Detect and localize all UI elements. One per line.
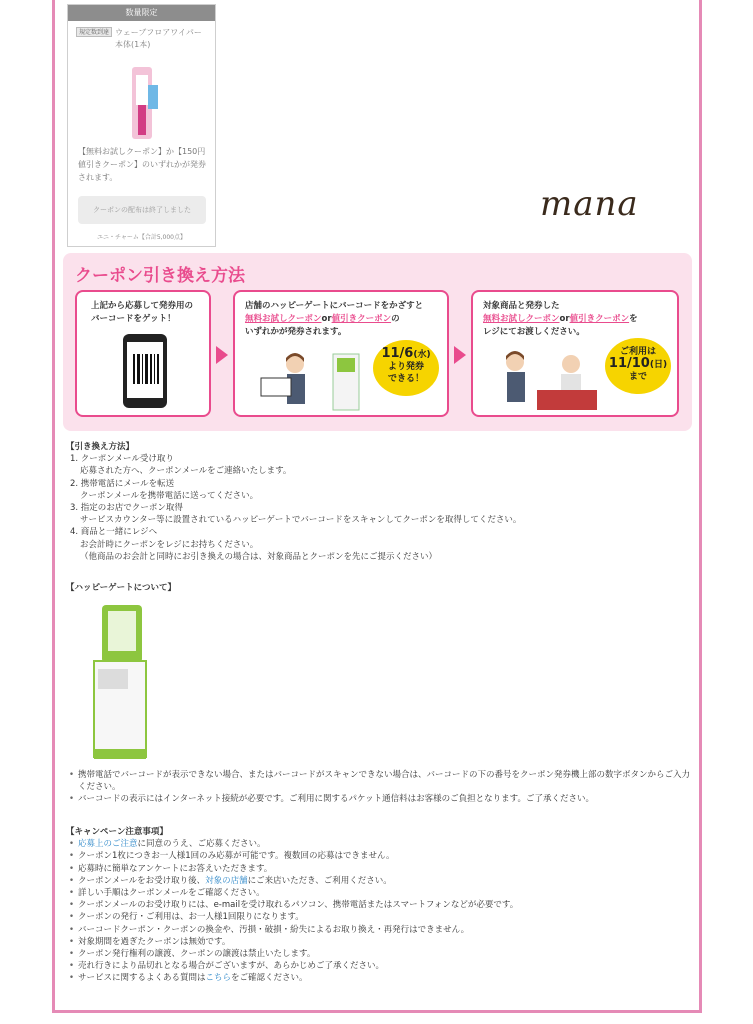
list-item: • クーポンメールをお受け取り後、対象の店舗にご来店いただき、ご利用ください。 [66,875,694,887]
arrow-right-icon [216,346,228,364]
cashier-illustration [491,348,601,412]
howto-step: 4. 商品と一緒にレジへ [70,527,158,538]
list-item: • サービスに関するよくある質問はこちらをご確認ください。 [66,972,694,984]
happy-gate-title: 【ハッピーゲートについて】 [66,583,176,593]
faq-link[interactable]: こちら [205,973,232,984]
card-header: 数量限定 [68,5,215,21]
step-3-text: 対象商品と発券した 無料お試しクーポンor値引きクーポンを レジにてお渡しください。 [483,301,638,337]
entry-notes-link[interactable]: 応募上のご注意 [78,839,138,850]
product-name: ウェーブフロアワイパー本体(1本) [115,28,202,49]
list-item: • 詳しい手順はクーポンメールをご確認ください。 [66,887,694,899]
stores-link[interactable]: 対象の店舗 [205,875,248,886]
list-item: • クーポン1枚につきお一人様1回のみ応募が可能です。複数回の応募はできません。 [66,850,694,862]
list-item: • バーコードの表示にはインターネット接続が必要です。ご利用に関するパケット通信料はお客様のご負担となります。ご了承ください。 [66,793,694,805]
list-item: • クーポンメールのお受け取りには、e-mailを受け取れるパソコン、携帯電話またはスマートフォンなどが必要です。 [66,899,694,911]
step-2-text: 店舗のハッピーゲートにバーコードをかざすと 無料お試しクーポンor値引きクーポンの いずれかが発券されます。 [245,301,424,337]
issue-date-burst: 11/6(水) より発券 できる！ [373,340,439,396]
step-1-text: 上記から応募して発券用の バーコードをゲット！ [91,301,194,324]
limit-badge: 規定数到達 [76,27,112,37]
howto-detail: お会計時にクーポンをレジにお持ちください。 [80,539,259,550]
howto-detail: クーポンメールを携帯電話に送ってください。 [80,490,259,501]
card-title-row [68,21,215,51]
step-3 [471,290,679,417]
card-footer: ユニ・チャーム【合計5,000点】 [97,234,186,241]
kiosk-person-illustration [253,350,363,412]
use-by-date-burst: ご利用は 11/10(日) まで [605,338,671,394]
howto-step: 3. 指定のお店でクーポン取得 [70,503,183,514]
coupon-ended-button[interactable]: クーポンの配布は終了しました [78,196,206,224]
arrow-right-icon [454,346,466,364]
howto-section [66,441,696,563]
card-description: 【無料お試しクーポン】か【150円値引きクーポン】のいずれかが発券されます。 [78,147,206,182]
phone-barcode-icon [121,332,171,412]
howto-detail: サービスカウンター等に設置されているハッピーゲートでバーコードをスキャンしてクーポンを取得してください。 [80,515,522,526]
product-card [67,4,216,247]
list-item: • 携帯電話でバーコードが表示できない場合、またはバーコードがスキャンできない場合は、バーコードの下の番号をクーポン発券機上部の数字ボタンからご入力ください。 [66,769,694,793]
coupon-title: クーポン引き換え方法 [75,266,245,286]
list-item: • クーポンの発行・ご利用は、お一人様1回限りになります。 [66,911,694,923]
coupon-exchange-panel [63,253,692,431]
list-item: • 応募時に簡単なアンケートにお答えいただきます。 [66,863,694,875]
list-item: • バーコードクーポン・クーポンの換金や、汚損・破損・紛失によるお取り換え・再発行はできません。 [66,924,694,936]
list-item: • クーポン発行権利の譲渡、クーポンの譲渡は禁止いたします。 [66,948,694,960]
campaign-title: 【キャンペーン注意事項】 [66,827,168,837]
list-item: • 応募上のご注意に同意のうえ、ご応募ください。 [66,838,694,850]
howto-title: 【引き換え方法】 [66,442,135,452]
howto-step: 1. クーポンメール受け取り [70,454,174,465]
list-item: • 売れ行きにより品切れとなる場合がございますが、あらかじめご了承ください。 [66,960,694,972]
step-1 [75,290,211,417]
happy-gate-notes [66,769,694,806]
happy-gate-kiosk-image [90,603,150,761]
howto-detail: （他商品のお会計と同時にお引き換えの場合は、対象商品とクーポンを先にご提示ください） [80,551,438,562]
wiper-product-image [118,65,168,143]
howto-step: 2. 携帯電話にメールを転送 [70,478,175,489]
list-item: • 対象期間を過ぎたクーポンは無効です。 [66,936,694,948]
signature-text: mana [540,184,639,224]
campaign-section [66,826,694,985]
step-2 [233,290,449,417]
happy-gate-title-wrap [66,582,176,594]
howto-detail: 応募された方へ、クーポンメールをご連絡いたします。 [80,466,292,477]
